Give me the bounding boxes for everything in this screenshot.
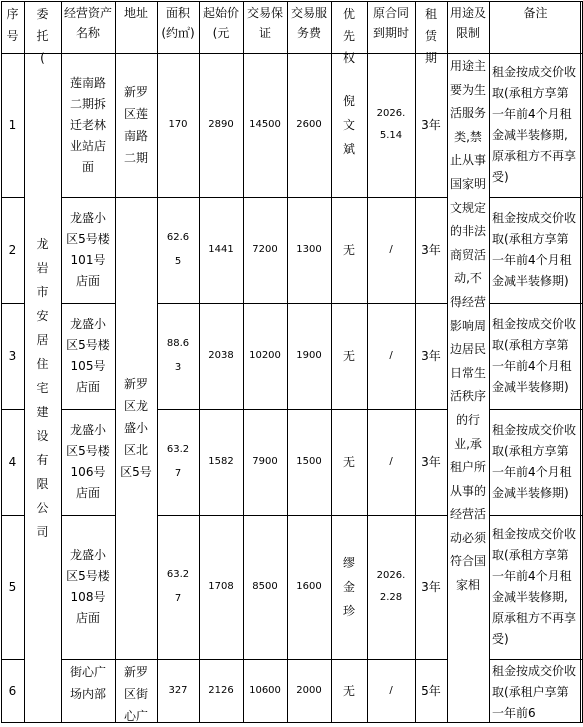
- grid-line: [489, 409, 583, 410]
- grid-line: [1, 659, 25, 660]
- row-remarks: 租金按成交价收取(承租方享第一年前4个月租金减半装修期): [492, 423, 577, 500]
- row-lease-term: 3年: [421, 455, 441, 469]
- grid-line: [415, 659, 448, 660]
- header-seq: 序号: [6, 7, 19, 43]
- row-service-fee: 1500: [296, 456, 322, 467]
- grid-line: [489, 515, 583, 516]
- grid-line: [1, 303, 25, 304]
- row-remarks: 租金按成交价收取(承租方享第一年前4个月租金减半装修期,原承租方不再享受): [492, 65, 577, 184]
- grid-line: [115, 197, 158, 198]
- address-group-3: 新罗区街心广: [123, 665, 148, 723]
- grid-line: [489, 1, 490, 723]
- row-deposit: 10600: [249, 684, 281, 696]
- row-deposit: 10200: [249, 350, 281, 361]
- header-area: 面积(约㎡): [161, 6, 195, 40]
- row-seq: 1: [8, 118, 17, 132]
- grid-line: [489, 659, 583, 660]
- row-service-fee: 1300: [296, 244, 322, 255]
- grid-line: [243, 1, 244, 723]
- header-client: 委托(: [36, 7, 49, 65]
- row-area: 62.65: [166, 232, 190, 267]
- row-deposit: 7900: [252, 456, 278, 467]
- row-asset-name: 街心广场内部: [69, 665, 106, 701]
- address-group-2: 新罗区龙盛小区北区5号: [120, 377, 152, 479]
- grid-line: [115, 1, 116, 723]
- row-priority: 倪文斌: [342, 94, 355, 156]
- row-seq: 3: [8, 349, 17, 363]
- header-asset: 经营资产名称: [64, 6, 113, 40]
- row-start-price: 1441: [208, 244, 234, 255]
- grid-line: [489, 303, 583, 304]
- row-deposit: 7200: [252, 244, 278, 255]
- grid-line: [287, 1, 288, 723]
- row-orig-expiry: /: [389, 456, 393, 467]
- address-group-1: 新罗区莲南路二期: [123, 85, 148, 165]
- row-service-fee: 2600: [296, 119, 322, 130]
- row-priority: 无: [342, 243, 355, 257]
- grid-line: [580, 1, 581, 723]
- header-deposit: 交易保证: [246, 6, 283, 40]
- grid-line: [199, 1, 200, 723]
- row-asset-name: 龙盛小区5号楼106号店面: [66, 423, 110, 500]
- row-service-fee: 1600: [296, 581, 322, 592]
- row-lease-term: 5年: [421, 683, 441, 698]
- row-start-price: 2890: [208, 119, 234, 130]
- row-asset-name: 莲南路二期拆迁老林业站店面: [69, 75, 106, 174]
- row-seq: 2: [8, 243, 17, 257]
- row-service-fee: 1900: [296, 350, 322, 361]
- row-orig-expiry: /: [389, 244, 393, 255]
- row-seq: 5: [8, 580, 17, 594]
- row-remarks: 租金按成交价收取(承租方享第一年前4个月租金减半装修期): [492, 211, 577, 288]
- grid-line: [447, 1, 448, 723]
- grid-line: [489, 197, 583, 198]
- header-start-price: 起始价(元: [202, 6, 239, 40]
- header-remarks: 备注: [523, 6, 548, 20]
- grid-line: [61, 197, 116, 198]
- row-orig-expiry: 2026. 5.14: [376, 108, 406, 141]
- grid-line: [415, 303, 448, 304]
- grid-line: [415, 1, 416, 723]
- grid-line: [61, 303, 116, 304]
- usage-restrictions: 用途主要为生活服务类,禁止从事国家明文规定的非法商贸活动,不得经营影响周边居民日常生活秩序的行业,承租户所从事的经营活动必须符合国家相: [450, 59, 487, 593]
- grid-line: [61, 409, 116, 410]
- row-asset-name: 龙盛小区5号楼101号店面: [66, 211, 110, 288]
- header-service-fee: 交易服务费: [290, 6, 327, 40]
- row-orig-expiry: /: [389, 350, 393, 361]
- row-start-price: 2038: [208, 350, 234, 361]
- row-priority: 无: [342, 683, 355, 698]
- row-seq: 6: [8, 683, 17, 698]
- client-name: 龙岩市安居住宅建设有限公司: [36, 236, 49, 539]
- grid-line: [61, 1, 62, 723]
- grid-line: [415, 409, 448, 410]
- row-asset-name: 龙盛小区5号楼105号店面: [66, 317, 110, 394]
- row-deposit: 14500: [249, 119, 281, 130]
- row-lease-term: 3年: [421, 118, 441, 132]
- row-remarks: 租金按成交价收取(承租户享第一年前6: [492, 664, 577, 720]
- grid-line: [115, 659, 158, 660]
- grid-line: [415, 515, 448, 516]
- row-remarks: 租金按成交价收取(承租方享第一年前4个月租金减半装修期,原承租方不再享受): [492, 527, 577, 646]
- row-start-price: 1708: [208, 581, 234, 592]
- row-lease-term: 3年: [421, 243, 441, 257]
- row-start-price: 2126: [208, 684, 234, 696]
- row-area: 63.27: [166, 569, 190, 604]
- row-lease-term: 3年: [421, 349, 441, 363]
- row-orig-expiry: /: [389, 684, 393, 696]
- row-area: 63.27: [166, 444, 190, 479]
- grid-line: [1, 515, 25, 516]
- grid-line: [1, 409, 25, 410]
- row-service-fee: 2000: [296, 684, 322, 696]
- grid-line: [367, 1, 368, 723]
- row-priority: 无: [342, 455, 355, 469]
- row-asset-name: 龙盛小区5号楼108号店面: [66, 548, 110, 625]
- grid-line: [415, 197, 448, 198]
- row-priority: 无: [342, 349, 355, 363]
- grid-line: [331, 1, 332, 723]
- grid-line: [1, 197, 25, 198]
- row-start-price: 1582: [208, 456, 234, 467]
- row-area: 88.63: [166, 338, 190, 373]
- grid-line: [61, 515, 116, 516]
- grid-line: [24, 1, 25, 723]
- row-priority: 缪金珍: [342, 556, 355, 618]
- grid-line: [1, 1, 583, 2]
- row-area: 170: [168, 119, 188, 130]
- grid-line: [1, 1, 2, 723]
- row-remarks: 租金按成交价收取(承租方享第一年前4个月租金减半装修期): [492, 317, 577, 394]
- grid-line: [157, 1, 158, 723]
- header-address: 地址: [123, 6, 148, 20]
- grid-line: [61, 659, 116, 660]
- row-seq: 4: [8, 455, 17, 469]
- header-priority: 优先权: [342, 7, 355, 65]
- header-usage: 用途及限制: [450, 6, 487, 40]
- header-orig-expiry: 原合同到期时: [372, 6, 409, 40]
- header-lease-term: 租赁期: [424, 7, 437, 65]
- row-deposit: 8500: [252, 581, 278, 592]
- row-area: 327: [168, 684, 188, 696]
- row-lease-term: 3年: [421, 580, 441, 594]
- row-orig-expiry: 2026. 2.28: [376, 570, 406, 603]
- grid-line: [1, 53, 583, 54]
